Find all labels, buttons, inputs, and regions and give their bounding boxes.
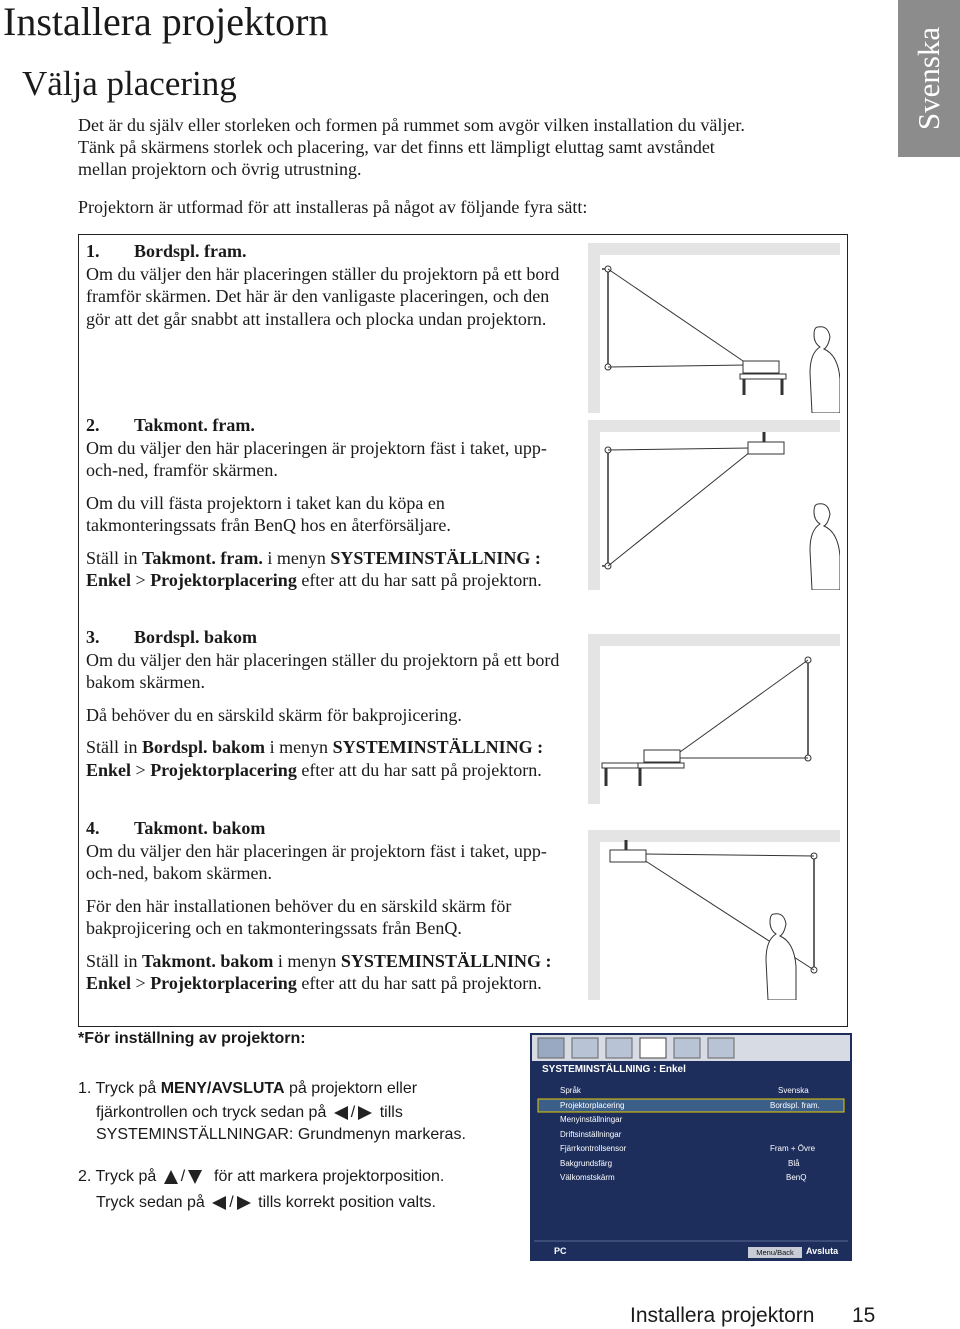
menu-row[interactable]: Språk Svenska <box>560 1086 809 1095</box>
option-3 <box>86 626 576 781</box>
menu-row[interactable]: Menyinställningar <box>560 1115 623 1124</box>
option-4-number: 4. <box>86 818 100 838</box>
intro-line-1: Det är du själv eller storleken och formen på rummet som avgör vilken installation du väljer. <box>78 115 745 135</box>
menu-list <box>538 1084 844 1186</box>
down-arrow-icon <box>188 1170 202 1184</box>
step-2-line-1: 2. Tryck på / för att markera projektorposition. <box>78 1168 445 1185</box>
figure-ceiling-rear <box>588 830 840 1000</box>
option-4-kit-note: För den här installationen behöver du en särskild skärm för bakprojicering och en takmonteringssats från BenQ. <box>86 895 512 938</box>
option-1 <box>86 240 576 330</box>
language-tab <box>898 0 960 157</box>
option-1-title: Bordspl. fram. <box>134 241 247 261</box>
option-4-title: Takmont. bakom <box>134 818 266 838</box>
section-title: Välja placering <box>22 64 237 103</box>
up-arrow-icon <box>164 1170 178 1184</box>
menu-row[interactable]: Bakgrundsfärg Blå <box>560 1158 800 1168</box>
step-1-line-1: 1. Tryck på MENY/AVSLUTA på projektorn eller <box>78 1080 418 1097</box>
setup-heading: *För inställning av projektorn: <box>78 1030 306 1047</box>
option-3-screen-note: Då behöver du en särskild skärm för bakprojicering. <box>86 704 462 725</box>
option-1-number: 1. <box>86 241 100 261</box>
option-2-description: Om du väljer den här placeringen är projektorn fäst i taket, upp-och-ned, framför skärmen. <box>86 437 547 480</box>
option-3-setting: Ställ in Bordspl. bakom i menyn SYSTEMINSTÄLLNING : Enkel > Projektorplacering efter att du har satt på projektorn. <box>86 737 544 780</box>
menu-row[interactable]: Fjärrkontrollsensor Fram + Övre <box>560 1144 816 1153</box>
menu-row-selected[interactable]: Projektorplacering Bordspl. fram. <box>560 1100 820 1110</box>
option-3-number: 3. <box>86 627 100 647</box>
option-3-title: Bordspl. bakom <box>134 627 258 647</box>
right-arrow-icon <box>358 1106 372 1120</box>
intro-line-2: Tänk på skärmens storlek och placering, var det finns ett lämpligt eluttag samt avståndet <box>78 137 715 157</box>
figure-table-rear <box>588 634 840 804</box>
menu-row[interactable]: Välkomstskärm BenQ <box>560 1173 807 1182</box>
step-2-line-2: Tryck sedan på / tills korrekt position valts. <box>96 1194 436 1211</box>
menu-exit-label: Avsluta <box>806 1246 839 1256</box>
menu-back-key[interactable]: Menu/Back <box>756 1248 794 1257</box>
step-1-line-3: SYSTEMINSTÄLLNINGAR: Grundmenyn markeras. <box>96 1126 466 1143</box>
left-arrow-icon <box>334 1106 348 1120</box>
option-2-title: Takmont. fram. <box>134 415 255 435</box>
option-2 <box>86 414 576 592</box>
page-title: Installera projektorn <box>3 0 329 44</box>
option-4-description: Om du väljer den här placeringen är projektorn fäst i taket, upp-och-ned, bakom skärmen. <box>86 840 547 883</box>
footer-section: Installera projektorn <box>630 1304 815 1327</box>
osd-menu-screenshot <box>530 1033 852 1261</box>
option-4-setting: Ställ in Takmont. bakom i menyn SYSTEMINSTÄLLNING : Enkel > Projektorplacering efter att du har satt på projektorn. <box>86 950 552 993</box>
menu-title: SYSTEMINSTÄLLNING : Enkel <box>542 1064 686 1075</box>
menu-row[interactable]: Driftsinställningar <box>560 1129 622 1139</box>
figure-table-front <box>588 243 840 413</box>
language-tab-label: Svenska <box>911 26 946 131</box>
option-4 <box>86 817 566 995</box>
menu-source: PC <box>554 1246 567 1256</box>
option-2-number: 2. <box>86 415 100 435</box>
intro-line-3: mellan projektorn och övrig utrustning. <box>78 159 362 179</box>
option-2-mount-kit: Om du vill fästa projektorn i taket kan du köpa en takmonteringssats från BenQ hos en återförsäljare. <box>86 492 451 535</box>
option-3-description: Om du väljer den här placeringen ställer du projektorn på ett bord bakom skärmen. <box>86 649 560 692</box>
step-1-line-2: fjärkontrollen och tryck sedan på / tills <box>96 1104 403 1121</box>
right-arrow-icon <box>237 1196 251 1210</box>
page-number: 15 <box>852 1304 876 1327</box>
option-1-description: Om du väljer den här placeringen ställer du projektorn på ett bord framför skärmen. Det här är den vanligaste placeringen, och den gör att det går snabbt att installera och plocka undan projektorn. <box>86 263 560 329</box>
intro-line-4: Projektorn är utformad för att installeras på något av följande fyra sätt: <box>78 197 588 217</box>
left-arrow-icon <box>212 1196 226 1210</box>
option-2-setting: Ställ in Takmont. fram. i menyn SYSTEMINSTÄLLNING : Enkel > Projektorplacering efter att du har satt på projektorn. <box>86 547 542 590</box>
figure-ceiling-front <box>588 420 840 590</box>
